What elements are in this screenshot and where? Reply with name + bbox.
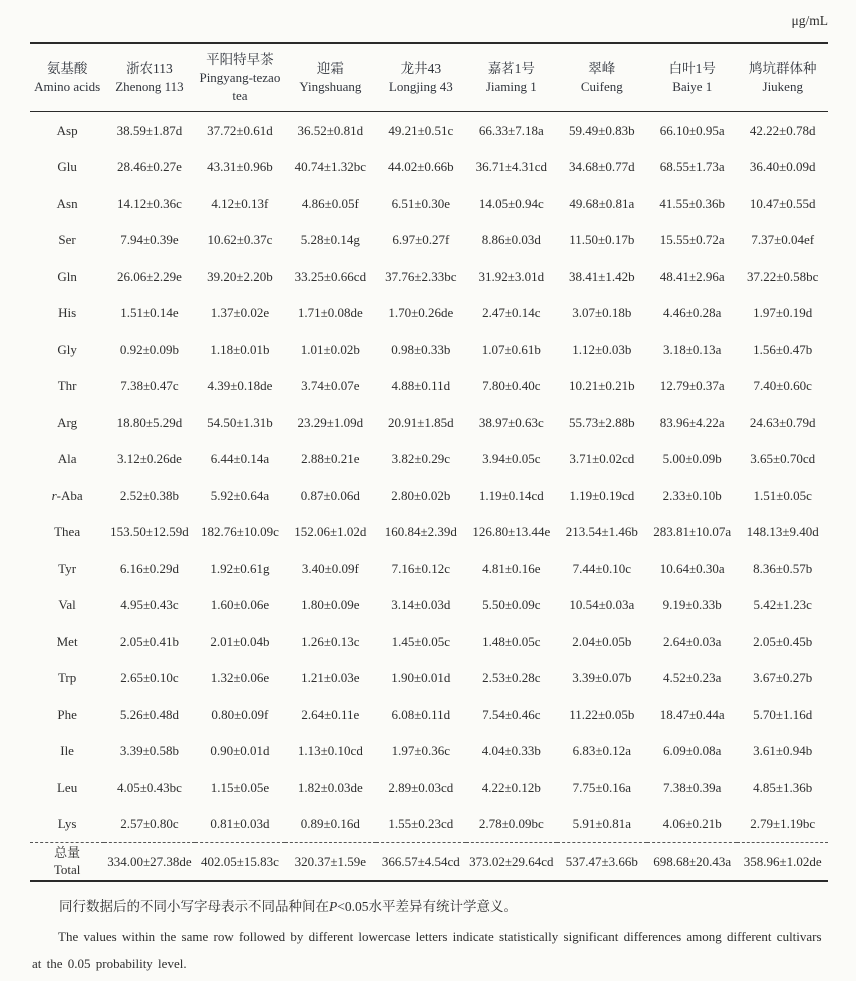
table-cell: 7.37±0.04ef	[751, 232, 815, 248]
table-cell: 2.04±0.05b	[572, 633, 632, 649]
table-cell: 7.94±0.39e	[120, 232, 179, 248]
table-row	[30, 258, 828, 295]
table-cell: 3.74±0.07e	[301, 378, 360, 394]
table-cell: 2.53±0.28c	[482, 670, 541, 686]
table-row	[30, 112, 828, 149]
table-cell: 4.04±0.33b	[481, 743, 541, 759]
column-header-cultivar-8	[737, 43, 828, 112]
table-row	[30, 623, 828, 660]
table-cell: 37.76±2.33bc	[385, 268, 457, 284]
table-cell: 0.92±0.09b	[119, 341, 179, 357]
table-cell: 37.72±0.61d	[207, 122, 273, 138]
table-cell: 3.61±0.94b	[753, 743, 813, 759]
row-label: Trp	[57, 670, 77, 686]
row-label: Phe	[57, 706, 77, 722]
table-cell: 2.33±0.10b	[662, 487, 722, 503]
table-cell: 18.47±0.44a	[659, 706, 725, 722]
table-row	[30, 769, 828, 806]
table-cell: 1.26±0.13c	[301, 633, 360, 649]
table-row	[30, 404, 828, 441]
table-row	[30, 477, 828, 514]
table-cell: 3.82±0.29c	[391, 451, 451, 467]
table-cell: 6.97±0.27f	[392, 232, 450, 248]
total-cell: 373.02±29.64cd	[466, 843, 556, 881]
table-cell: 2.52±0.38b	[119, 487, 179, 503]
column-header-cultivar-4	[376, 43, 466, 112]
table-cell: 6.83±0.12a	[572, 743, 631, 759]
row-label: r-Aba	[51, 487, 83, 503]
total-cell: 320.37±1.59e	[285, 843, 375, 881]
column-header-cultivar-1	[104, 43, 194, 112]
table-cell: 3.94±0.05c	[482, 451, 541, 467]
table-cell: 2.80±0.02b	[391, 487, 451, 503]
total-cell: 366.57±4.54cd	[376, 843, 466, 881]
table-cell: 6.51±0.30e	[391, 195, 451, 211]
table-cell: 5.92±0.64a	[210, 487, 270, 503]
table-row	[30, 185, 828, 222]
table-cell: 2.78±0.09bc	[478, 816, 544, 832]
table-cell: 0.98±0.33b	[391, 341, 451, 357]
table-cell: 23.29±1.09d	[297, 414, 364, 430]
table-cell: 1.92±0.61g	[210, 560, 270, 576]
header-name-cn: 翠峰	[588, 60, 616, 76]
table-row	[30, 222, 828, 259]
table-cell: 4.06±0.21b	[662, 816, 722, 832]
table-cell: 1.37±0.02e	[210, 305, 270, 321]
table-cell: 49.68±0.81a	[569, 195, 635, 211]
table-cell: 2.64±0.03a	[663, 633, 722, 649]
table-cell: 5.00±0.09b	[662, 451, 722, 467]
table-cell: 4.46±0.28a	[663, 305, 722, 321]
header-name-cn: 氨基酸	[46, 60, 88, 76]
table-row	[30, 295, 828, 332]
header-name-en: Cuifeng	[580, 78, 623, 94]
table-cell: 49.21±0.51c	[388, 122, 454, 138]
row-label: Ser	[58, 232, 76, 248]
table-cell: 1.51±0.05c	[753, 487, 812, 503]
table-cell: 2.79±1.19bc	[750, 816, 816, 832]
table-cell: 3.12±0.26de	[116, 451, 182, 467]
table-cell: 36.71±4.31cd	[475, 159, 548, 175]
table-cell: 44.02±0.66b	[388, 159, 454, 175]
header-name-en: Pingyang-tezao tea	[199, 70, 281, 103]
row-label: Thea	[54, 524, 81, 540]
table-cell: 152.06±1.02d	[294, 524, 367, 540]
table-cell: 7.80±0.40c	[482, 378, 541, 394]
row-label: Asn	[56, 195, 78, 211]
table-cell: 1.80±0.09e	[301, 597, 360, 613]
table-cell: 1.97±0.36c	[391, 743, 451, 759]
footnote-cn-text: 同行数据后的不同小写字母表示不同品种间在	[59, 898, 329, 914]
table-cell: 7.38±0.39a	[663, 779, 722, 795]
table-cell: 4.86±0.05f	[301, 195, 359, 211]
table-row	[30, 149, 828, 186]
table-cell: 1.45±0.05c	[391, 633, 451, 649]
table-cell: 38.97±0.63c	[478, 414, 544, 430]
table-cell: 5.50±0.09c	[482, 597, 541, 613]
table-cell: 4.39±0.18de	[207, 378, 273, 394]
table-cell: 3.18±0.13a	[663, 341, 722, 357]
total-cell: 537.47±3.66b	[557, 843, 647, 881]
row-label: Gln	[57, 268, 77, 284]
table-cell: 18.80±5.29d	[116, 414, 183, 430]
table-cell: 14.12±0.36c	[116, 195, 182, 211]
table-cell: 7.16±0.12c	[391, 560, 451, 576]
footnote-cn-text2: <0.05水平差异有统计学意义。	[337, 898, 517, 914]
table-cell: 2.89±0.03cd	[388, 779, 454, 795]
table-cell: 59.49±0.83b	[568, 122, 635, 138]
table-cell: 41.55±0.36b	[659, 195, 726, 211]
row-label: His	[58, 305, 77, 321]
table-cell: 9.19±0.33b	[662, 597, 722, 613]
header-name-cn: 迎霜	[316, 60, 344, 76]
table-cell: 0.90±0.01d	[210, 743, 270, 759]
table-cell: 11.22±0.05b	[569, 706, 635, 722]
table-cell: 7.54±0.46c	[482, 706, 541, 722]
column-header-cultivar-6	[557, 43, 647, 112]
table-cell: 3.40±0.09f	[301, 560, 359, 576]
table-cell: 1.18±0.01b	[210, 341, 270, 357]
header-name-en: Jiaming 1	[485, 78, 537, 94]
table-cell: 68.55±1.73a	[659, 159, 725, 175]
table-row	[30, 587, 828, 624]
table-cell: 3.67±0.27b	[753, 670, 813, 686]
table-cell: 2.05±0.41b	[119, 633, 179, 649]
table-footnotes	[30, 896, 828, 978]
row-label-italic-prefix: r	[51, 487, 57, 503]
header-name-en: Yingshuang	[299, 78, 362, 94]
table-cell: 10.47±0.55d	[749, 195, 816, 211]
row-label: Lys	[57, 816, 77, 832]
table-cell: 3.39±0.58b	[119, 743, 179, 759]
header-name-cn: 浙农113	[126, 60, 173, 76]
row-label: Met	[56, 633, 78, 649]
header-name-cn: 鸠坑群体种	[748, 60, 817, 76]
table-cell: 28.46±0.27e	[116, 159, 182, 175]
table-cell: 4.88±0.11d	[391, 378, 451, 394]
table-cell: 2.65±0.10c	[120, 670, 179, 686]
table-cell: 54.50±1.31b	[207, 414, 273, 430]
table-cell: 6.08±0.11d	[391, 706, 451, 722]
table-cell: 34.68±0.77d	[568, 159, 635, 175]
table-cell: 5.28±0.14g	[300, 232, 360, 248]
table-row	[30, 696, 828, 733]
table-cell: 2.57±0.80c	[120, 816, 179, 832]
table-cell: 3.71±0.02cd	[569, 451, 635, 467]
table-cell: 26.06±2.29e	[116, 268, 182, 284]
table-cell: 39.20±2.20b	[207, 268, 273, 284]
header-name-cn: 白叶1号	[668, 60, 716, 76]
table-cell: 40.74±1.32bc	[294, 159, 367, 175]
row-label: Gly	[57, 341, 77, 357]
table-cell: 38.59±1.87d	[116, 122, 183, 138]
table-cell: 38.41±1.42b	[568, 268, 635, 284]
row-label: Asp	[56, 122, 78, 138]
table-cell: 213.54±1.46b	[565, 524, 638, 540]
table-cell: 1.32±0.06e	[210, 670, 270, 686]
table-cell: 1.19±0.19cd	[569, 487, 635, 503]
header-name-cn: 嘉茗1号	[487, 60, 535, 76]
table-cell: 1.21±0.03e	[301, 670, 360, 686]
table-cell: 24.63±0.79d	[749, 414, 816, 430]
table-cell: 1.19±0.14cd	[478, 487, 544, 503]
table-cell: 20.91±1.85d	[388, 414, 454, 430]
table-cell: 7.44±0.10c	[572, 560, 631, 576]
row-label: Thr	[57, 378, 77, 394]
footnote-cn-p: P	[329, 898, 338, 914]
total-cell: 698.68±20.43a	[647, 843, 737, 881]
table-cell: 4.12±0.13f	[211, 195, 269, 211]
table-cell: 10.64±0.30a	[659, 560, 725, 576]
table-cell: 4.95±0.43c	[120, 597, 179, 613]
table-cell: 7.38±0.47c	[120, 378, 179, 394]
table-cell: 12.79±0.37a	[659, 378, 725, 394]
header-name-en: Zhenong 113	[115, 78, 184, 94]
table-cell: 5.42±1.23c	[753, 597, 812, 613]
row-label: Val	[58, 597, 76, 613]
row-label: Tyr	[58, 560, 77, 576]
table-header	[30, 43, 828, 112]
table-cell: 10.21±0.21b	[568, 378, 635, 394]
table-cell: 4.85±1.36b	[753, 779, 813, 795]
footnote-english: The values within the same row followed by different lowercase letters indicate statistically significant differences among different cultivars at the 0.05 probability level.	[32, 928, 822, 972]
table-cell: 14.05±0.94c	[478, 195, 544, 211]
table-cell: 126.80±13.44e	[472, 524, 551, 540]
column-header-amino-acids	[30, 43, 104, 112]
table-cell: 1.71±0.08de	[297, 305, 363, 321]
table-cell: 8.86±0.03d	[481, 232, 541, 248]
row-label: Arg	[57, 414, 78, 430]
amino-acid-table	[30, 42, 828, 882]
table-cell: 1.60±0.06e	[210, 597, 270, 613]
table-cell: 48.41±2.96a	[659, 268, 725, 284]
table-cell: 42.22±0.78d	[749, 122, 816, 138]
table-cell: 10.54±0.03a	[569, 597, 635, 613]
table-cell: 0.89±0.16d	[300, 816, 360, 832]
table-cell: 36.40±0.09d	[749, 159, 816, 175]
table-cell: 3.39±0.07b	[572, 670, 632, 686]
table-cell: 4.52±0.23a	[663, 670, 722, 686]
column-header-cultivar-7	[647, 43, 737, 112]
table-cell: 43.31±0.96b	[207, 159, 273, 175]
column-header-cultivar-5	[466, 43, 556, 112]
table-cell: 148.13±9.40d	[746, 524, 819, 540]
table-cell: 1.70±0.26de	[388, 305, 454, 321]
table-cell: 2.05±0.45b	[753, 633, 813, 649]
total-label-en: Total	[53, 861, 81, 877]
table-cell: 3.07±0.18b	[572, 305, 632, 321]
column-header-cultivar-2	[195, 43, 285, 112]
header-name-en: Jiukeng	[762, 78, 803, 94]
table-cell: 0.80±0.09f	[211, 706, 269, 722]
table-cell: 1.56±0.47b	[753, 341, 813, 357]
table-cell: 1.55±0.23cd	[388, 816, 454, 832]
header-name-cn: 龙井43	[400, 60, 442, 76]
total-row-label	[30, 843, 104, 881]
table-cell: 3.65±0.70cd	[750, 451, 816, 467]
table-cell: 2.88±0.21e	[301, 451, 360, 467]
unit-label: μg/mL	[791, 13, 828, 28]
table-cell: 8.36±0.57b	[753, 560, 813, 576]
table-cell: 37.22±0.58bc	[747, 268, 819, 284]
table-cell: 160.84±2.39d	[384, 524, 457, 540]
table-cell: 36.52±0.81d	[297, 122, 364, 138]
total-cell: 358.96±1.02de	[737, 843, 828, 881]
table-cell: 3.14±0.03d	[391, 597, 451, 613]
table-cell: 182.76±10.09c	[200, 524, 279, 540]
total-row	[30, 843, 828, 881]
footnote-chinese	[32, 896, 826, 919]
table-row	[30, 550, 828, 587]
table-cell: 55.73±2.88b	[568, 414, 635, 430]
total-cell: 334.00±27.38de	[104, 843, 194, 881]
row-label: Ala	[57, 451, 77, 467]
table-cell: 1.15±0.05e	[210, 779, 270, 795]
table-cell: 153.50±12.59d	[110, 524, 189, 540]
table-cell: 11.50±0.17b	[569, 232, 635, 248]
table-cell: 66.33±7.18a	[478, 122, 544, 138]
table-cell: 7.75±0.16a	[572, 779, 631, 795]
total-cell: 402.05±15.83c	[195, 843, 285, 881]
table-cell: 283.81±10.07a	[653, 524, 732, 540]
table-cell: 4.22±0.12b	[481, 779, 541, 795]
table-cell: 2.64±0.11e	[301, 706, 360, 722]
table-row	[30, 806, 828, 843]
table-cell: 2.01±0.04b	[210, 633, 270, 649]
header-name-en: Amino acids	[34, 78, 101, 94]
table-row	[30, 441, 828, 478]
table-cell: 1.97±0.19d	[753, 305, 813, 321]
row-label: Glu	[57, 159, 77, 175]
column-header-cultivar-3	[285, 43, 375, 112]
table-cell: 33.25±0.66cd	[294, 268, 367, 284]
table-cell: 66.10±0.95a	[659, 122, 725, 138]
table-cell: 10.62±0.37c	[207, 232, 273, 248]
table-cell: 1.51±0.14e	[120, 305, 179, 321]
row-label: Ile	[60, 743, 74, 759]
header-name-en: Longjing 43	[388, 78, 453, 94]
table-row	[30, 733, 828, 770]
table-cell: 15.55±0.72a	[659, 232, 725, 248]
table-cell: 0.87±0.06d	[300, 487, 360, 503]
row-label: Leu	[56, 779, 78, 795]
table-cell: 4.05±0.43bc	[116, 779, 182, 795]
table-cell: 5.70±1.16d	[753, 706, 813, 722]
header-name-cn: 平阳特早茶	[206, 52, 274, 67]
table-cell: 0.81±0.03d	[210, 816, 270, 832]
table-cell: 1.48±0.05c	[482, 633, 541, 649]
table-row	[30, 514, 828, 551]
table-cell: 4.81±0.16e	[482, 560, 541, 576]
table-cell: 1.82±0.03de	[297, 779, 363, 795]
total-label-cn: 总量	[54, 844, 81, 860]
table-row	[30, 331, 828, 368]
table-cell: 83.96±4.22a	[659, 414, 725, 430]
table-cell: 6.44±0.14a	[210, 451, 270, 467]
table-row	[30, 660, 828, 697]
table-row	[30, 368, 828, 405]
table-cell: 1.90±0.01d	[391, 670, 451, 686]
table-cell: 1.01±0.02b	[300, 341, 360, 357]
table-cell: 2.47±0.14c	[482, 305, 541, 321]
table-cell: 6.16±0.29d	[119, 560, 179, 576]
table-cell: 1.07±0.61b	[481, 341, 541, 357]
table-cell: 5.26±0.48d	[119, 706, 179, 722]
table-cell: 6.09±0.08a	[663, 743, 722, 759]
table-cell: 7.40±0.60c	[753, 378, 812, 394]
table-cell: 1.12±0.03b	[572, 341, 632, 357]
header-name-en: Baiye 1	[672, 78, 713, 94]
table-cell: 1.13±0.10cd	[297, 743, 363, 759]
table-cell: 31.92±3.01d	[478, 268, 545, 284]
table-cell: 5.91±0.81a	[572, 816, 631, 832]
